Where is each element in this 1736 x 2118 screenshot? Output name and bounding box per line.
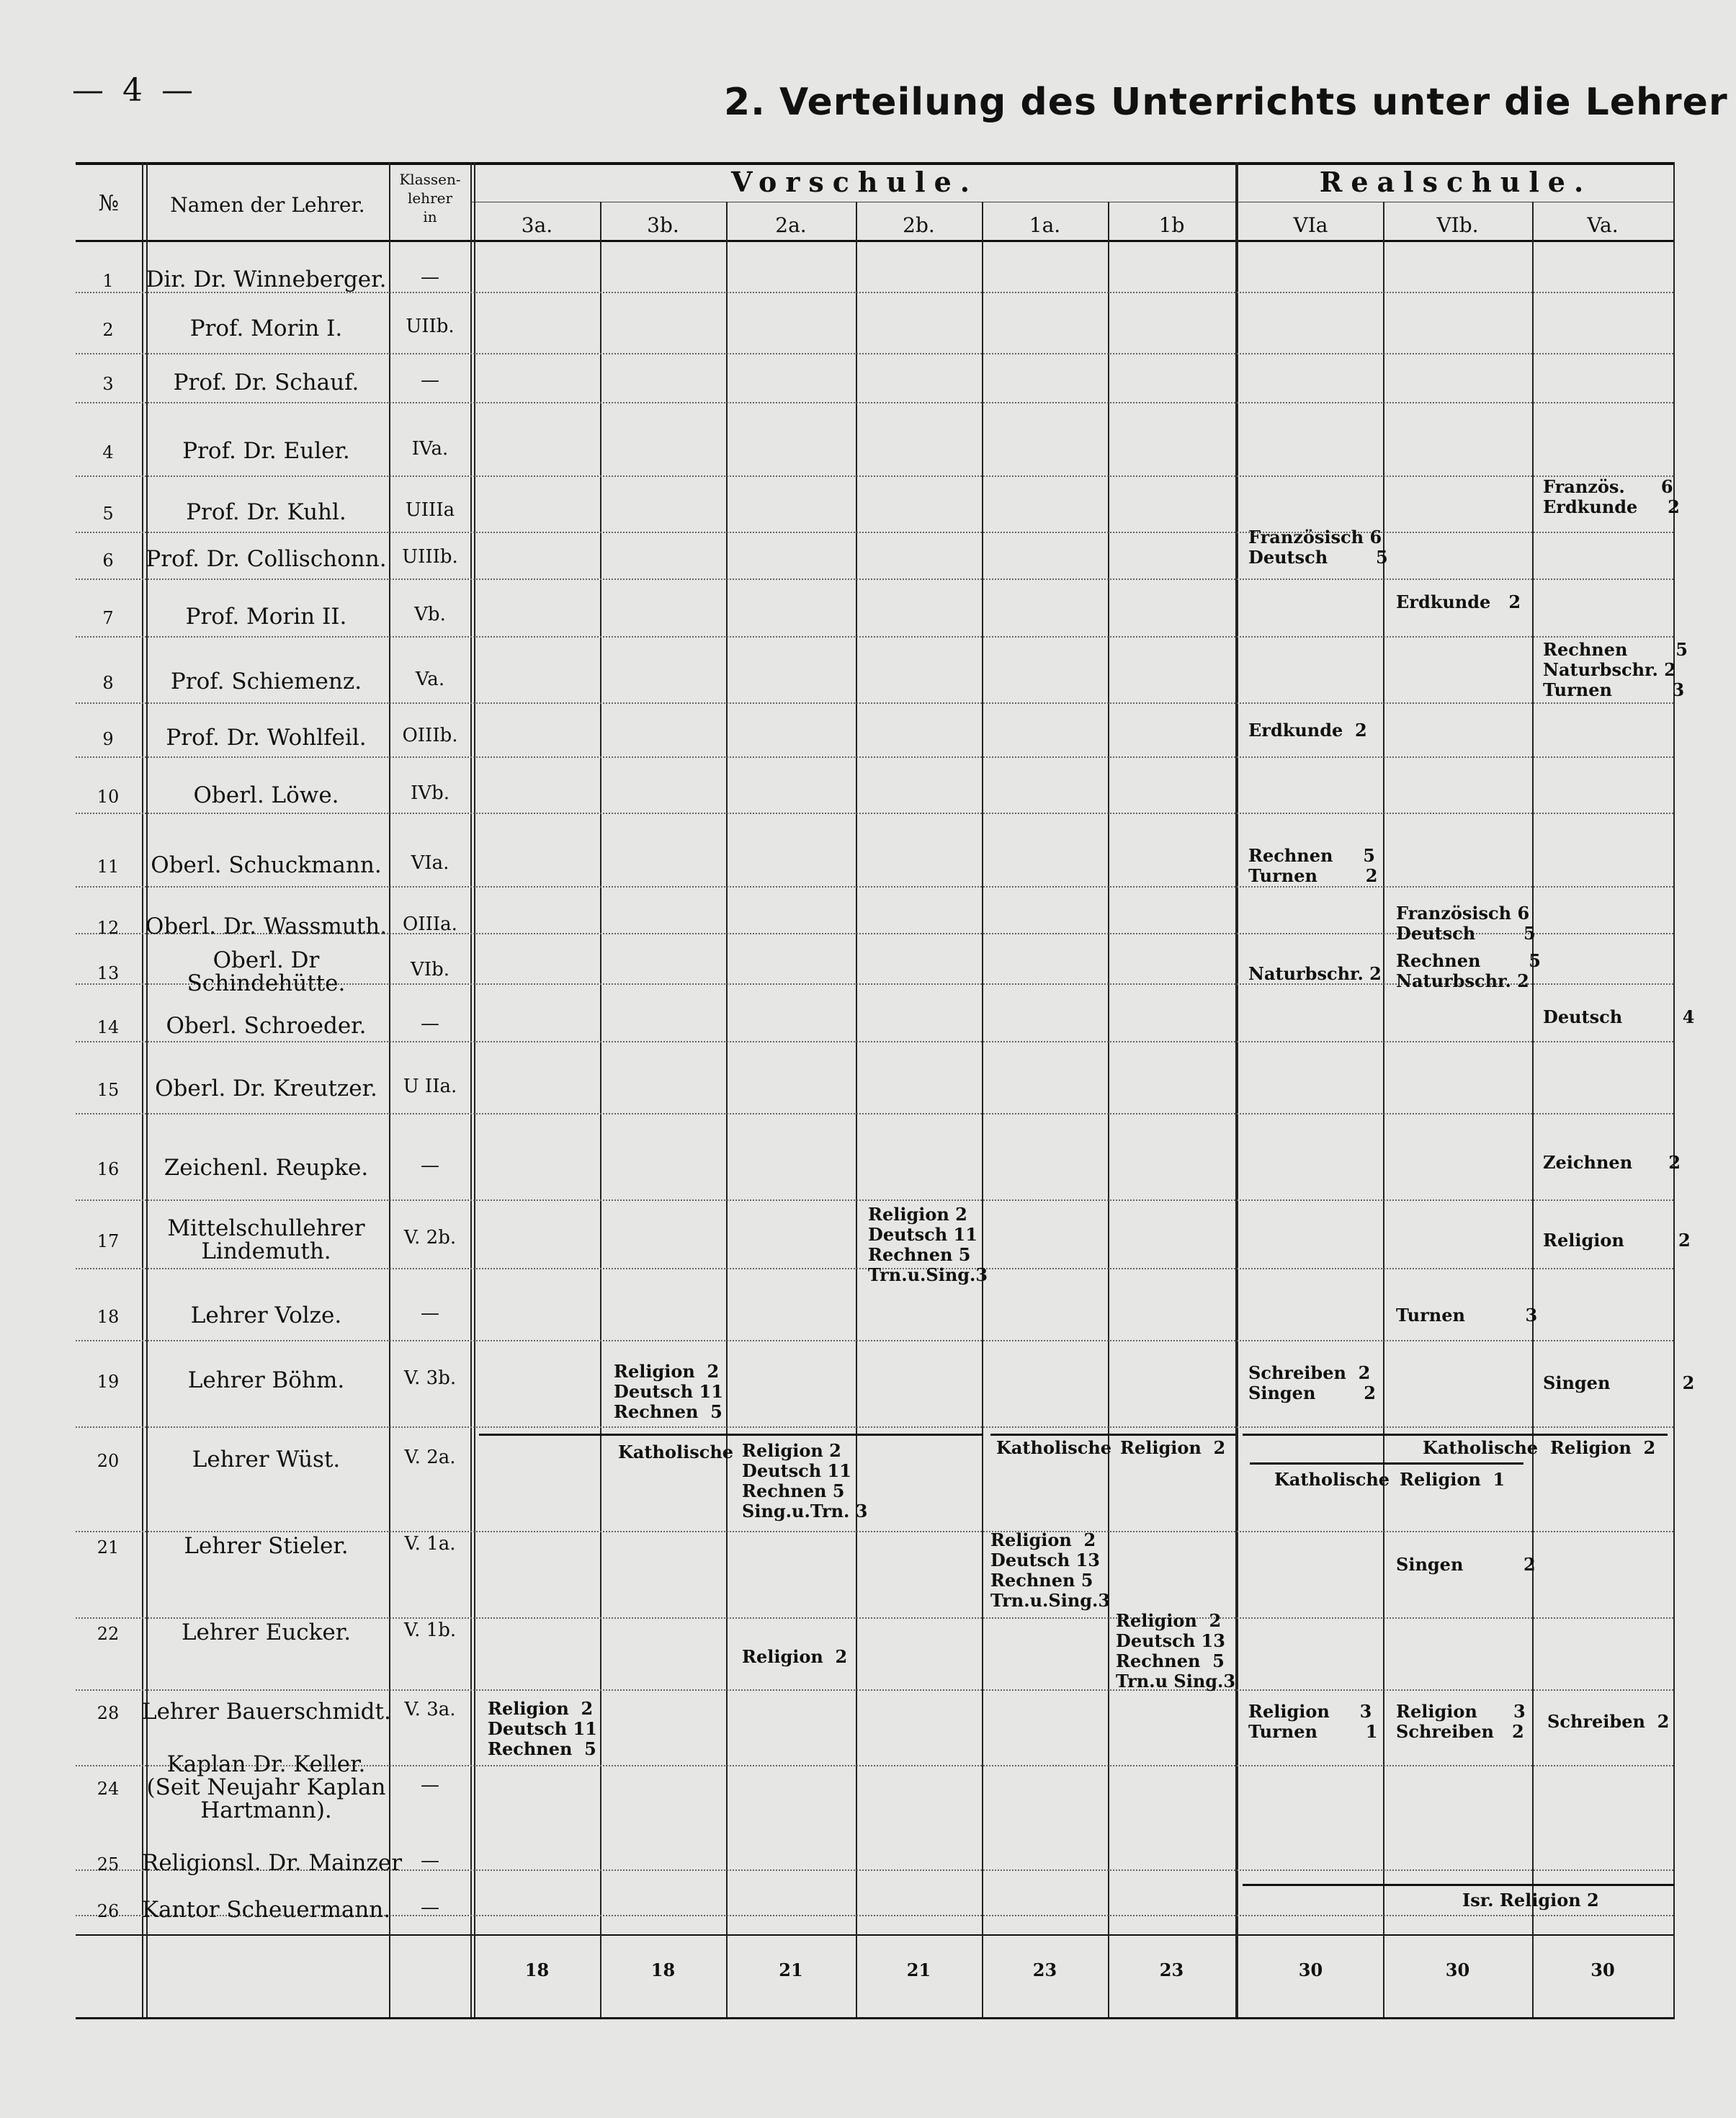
teacher-name: Oberl. Schroeder. [166,1013,367,1039]
row-divider [76,475,1673,477]
entry: Turnen 3 [1396,1305,1538,1326]
teacher-name: Religionsl. Dr. Mainzer [142,1850,403,1876]
row-divider [76,1531,1673,1532]
entry: Religion 2 Deutsch 13 Rechnen 5 Trn.u.Sing.3 [990,1529,1111,1611]
teacher-name: Prof. Dr. Wohlfeil. [166,725,367,751]
row-number: 9 [102,729,114,749]
class-header-7: VIb. [1436,213,1479,237]
entry: Isr. Religion 2 [1462,1890,1599,1911]
klassenlehrer-value: — [421,1302,439,1324]
teacher-name: Prof. Morin I. [189,316,343,341]
religion-brace [479,1434,983,1442]
klassenlehrer-value: V. 2b. [403,1227,457,1248]
klassenlehrer-value: IVb. [411,782,449,804]
total-hours: 30 [1590,1960,1615,1980]
row-divider [76,353,1673,354]
klassenlehrer-value: VIb. [411,959,449,980]
klassenlehrer-value: UIIIb. [402,546,458,568]
entry: Religion 3 Schreiben 2 [1396,1701,1526,1742]
class-header-6: VIa [1293,213,1328,237]
klassenlehrer-value: — [421,267,439,288]
klassenlehrer-value: — [421,1774,439,1796]
klassenlehrer-value: — [421,1850,439,1872]
teacher-name: Lehrer Volze. [190,1302,342,1328]
row-number: 4 [102,442,114,463]
teacher-name: Oberl. Schuckmann. [151,852,382,878]
teacher-name: Zeichenl. Reupke. [164,1155,369,1181]
class-header-8: Va. [1587,213,1619,237]
klassenlehrer-value: Vb. [414,604,446,625]
teacher-name: Oberl. Dr Schindehütte. [187,947,346,996]
klassenlehrer-value: V. 3b. [403,1367,457,1389]
header-name: Namen der Lehrer. [170,193,365,217]
klassenlehrer-value: V. 1b. [403,1619,457,1641]
teacher-name: Mittelschullehrer Lindemuth. [167,1215,365,1264]
row-divider [76,756,1673,758]
header-klassenlehrer: Klassen- lehrer in [399,171,461,225]
entry: Französ. 6 Erdkunde 2 [1543,476,1680,517]
row-number: 11 [97,857,120,877]
entry: Französisch 6 Deutsch 5 [1248,527,1388,568]
row-number: 26 [97,1901,120,1921]
entry: Religion 2 [742,1646,848,1667]
row-divider [76,886,1673,888]
entry: Religion 2 Deutsch 11 Rechnen 5 Trn.u.Sing.3 [868,1204,988,1285]
row-number: 24 [97,1779,120,1799]
total-hours: 18 [524,1960,550,1980]
religion-brace [1243,1884,1675,1892]
distribution-table [76,144,1695,2032]
klassenlehrer-value: — [421,370,439,391]
teacher-name: Lehrer Bauerschmidt. [142,1699,391,1725]
entry: Religion 2 Deutsch 11 Rechnen 5 [488,1698,597,1759]
row-number: 22 [97,1624,120,1644]
row-number: 28 [97,1703,120,1723]
row-divider [76,1340,1673,1341]
entry: Religion 2 [1550,1437,1656,1458]
row-divider [76,402,1673,403]
entry: Schreiben 2 Singen 2 [1248,1362,1376,1403]
teacher-name: Lehrer Eucker. [181,1619,352,1645]
klassenlehrer-value: V. 2a. [404,1447,456,1468]
row-number: 3 [102,374,114,394]
klassenlehrer-value: VIa. [411,852,449,874]
entry: Religion 3 Turnen 1 [1248,1701,1378,1742]
entry: Katholische [618,1442,734,1462]
row-number: 12 [97,918,120,938]
teacher-name: Oberl. Löwe. [193,782,339,808]
entry: Religion 2 Deutsch 13 Rechnen 5 Trn.u Sing.3 [1116,1610,1236,1692]
total-hours: 18 [650,1960,676,1980]
class-header-4: 1a. [1029,213,1061,237]
row-number: 25 [97,1854,120,1875]
entry: Katholische [1423,1437,1539,1458]
teacher-name: Prof. Schiemenz. [170,669,362,694]
klassenlehrer-value: — [421,1897,439,1918]
page-number: — 4 — [72,72,197,109]
row-number: 18 [97,1307,120,1327]
header-vorschule: Vorschule. [731,166,978,198]
entry: Rechnen 5 Naturbschr. 2 Turnen 3 [1543,639,1688,700]
entry: Erdkunde 2 [1248,720,1367,741]
row-number: 14 [97,1017,120,1037]
teacher-name: Prof. Dr. Collischonn. [146,546,387,572]
row-divider [76,636,1673,638]
header-no: № [98,191,120,216]
entry: Singen 2 [1543,1372,1695,1393]
entry: Katholische [1274,1469,1390,1490]
klassenlehrer-value: UIIIa [405,499,455,521]
entry: Religion 2 Deutsch 11 Rechnen 5 [614,1361,723,1422]
teacher-name: Prof. Morin II. [185,604,347,630]
entry: Zeichnen 2 [1543,1152,1681,1173]
entry: Singen 2 [1396,1554,1536,1575]
entry: Schreiben 2 [1547,1711,1670,1732]
row-number: 19 [97,1372,120,1392]
row-number: 13 [97,963,120,983]
klassenlehrer-value: OIIIb. [402,725,458,746]
teacher-name: Prof. Dr. Euler. [182,438,350,464]
entry: Erdkunde 2 [1396,591,1521,612]
header-realschule: Realschule. [1319,166,1593,198]
total-hours: 21 [906,1960,931,1980]
row-number: 17 [97,1231,120,1251]
row-divider [76,532,1673,533]
row-number: 20 [97,1451,120,1471]
entry: Französisch 6 Deutsch 5 [1396,903,1536,944]
teacher-name: Kantor Scheuermann. [142,1897,391,1923]
row-divider [76,1113,1673,1114]
class-header-3: 2b. [903,213,935,237]
total-hours: 23 [1032,1960,1057,1980]
teacher-name: Oberl. Dr. Kreutzer. [155,1076,377,1102]
class-header-0: 3a. [521,213,553,237]
row-number: 2 [102,320,114,340]
class-header-5: 1b [1158,213,1185,237]
row-number: 21 [97,1537,120,1558]
klassenlehrer-value: IVa. [411,438,449,460]
teacher-name: Oberl. Dr. Wassmuth. [145,913,388,939]
entry: Rechnen 5 Turnen 2 [1248,845,1378,886]
row-number: 8 [102,673,114,693]
total-hours: 30 [1298,1960,1323,1980]
entry: Religion 2 [1543,1230,1691,1251]
klassenlehrer-value: V. 1a. [404,1533,456,1555]
klassenlehrer-value: Va. [415,669,445,690]
entry: Rechnen 5 Naturbschr. 2 [1396,950,1541,991]
entry: Religion 1 [1400,1469,1505,1490]
klassenlehrer-value: V. 3a. [404,1699,456,1720]
row-divider [76,813,1673,814]
klassenlehrer-value: OIIIa. [403,913,457,935]
row-number: 1 [102,271,114,291]
teacher-name: Prof. Dr. Schauf. [173,370,359,396]
entry: Religion 2 [1120,1437,1226,1458]
teacher-name: Kaplan Dr. Keller. (Seit Neujahr Kaplan Hartmann). [146,1751,386,1823]
row-number: 7 [102,608,114,628]
klassenlehrer-value: — [421,1013,439,1035]
teacher-name: Lehrer Stieler. [184,1533,349,1559]
teacher-name: Lehrer Böhm. [187,1367,345,1393]
row-divider [76,578,1673,580]
total-hours: 30 [1445,1960,1470,1980]
row-number: 16 [97,1159,120,1179]
row-number: 10 [97,787,120,807]
entry: Katholische [996,1437,1112,1458]
entry: Religion 2 Deutsch 11 Rechnen 5 Sing.u.Trn. 3 [742,1440,868,1522]
entry: Naturbschr. 2 [1248,963,1382,984]
row-divider [76,1617,1673,1619]
row-number: 6 [102,550,114,571]
row-divider [76,1689,1673,1691]
row-divider [76,702,1673,704]
teacher-name: Dir. Dr. Winneberger. [146,267,387,292]
row-divider [76,1426,1673,1428]
total-hours: 23 [1159,1960,1184,1980]
teacher-name: Lehrer Wüst. [192,1447,341,1473]
row-number: 15 [97,1080,120,1100]
page-title: 2. Verteilung des Unterrichts unter die Lehrer [724,81,1728,124]
klassenlehrer-value: UIIb. [406,316,455,337]
row-number: 5 [102,504,114,524]
row-divider [76,1041,1673,1042]
teacher-name: Prof. Dr. Kuhl. [186,499,346,525]
entry: Deutsch 4 [1543,1006,1695,1027]
klassenlehrer-value: U IIa. [403,1076,457,1097]
total-hours: 21 [779,1960,803,1980]
class-header-2: 2a. [775,213,807,237]
class-header-1: 3b. [647,213,679,237]
row-divider [76,1199,1673,1201]
klassenlehrer-value: — [421,1155,439,1176]
